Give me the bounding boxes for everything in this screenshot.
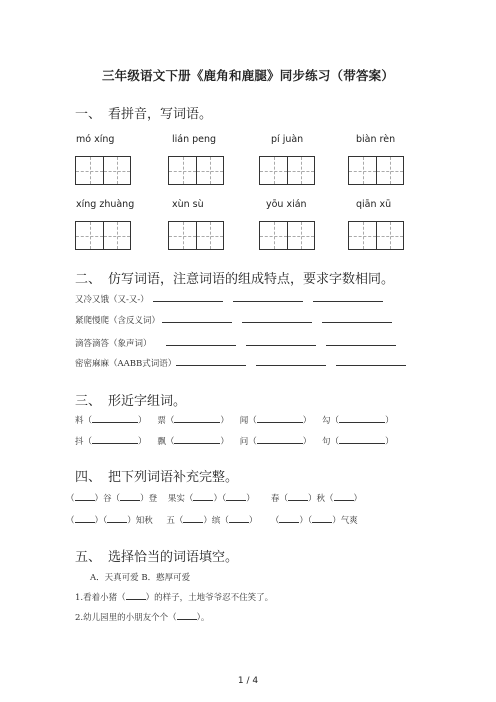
pinyin-7: yōu xián	[266, 199, 307, 210]
answer-blank[interactable]	[226, 491, 246, 501]
answer-blank[interactable]	[174, 413, 220, 423]
writing-grid[interactable]	[75, 221, 131, 250]
pinyin-8: qiān xū	[356, 199, 392, 210]
answer-blank[interactable]	[279, 513, 299, 523]
imitate-line-1: 又冷又饿（又-又-）	[75, 292, 383, 305]
pinyin-3: pí juàn	[271, 134, 304, 145]
answer-blank[interactable]	[75, 491, 95, 501]
answer-blank[interactable]	[75, 513, 95, 523]
answer-blank[interactable]	[177, 610, 197, 620]
answer-blank[interactable]	[312, 513, 332, 523]
answer-blank[interactable]	[257, 434, 303, 444]
complete-row-2: （ ）（ ）知秋 五（ ）缤（ ） （ ）（ ）气爽	[66, 513, 358, 526]
answer-blank[interactable]	[233, 292, 303, 302]
answer-blank[interactable]	[339, 434, 385, 444]
pinyin-2: lián peng	[172, 134, 217, 145]
sentence-1: 1.看着小猪（ ）的样子，土地爷爷忍不住笑了。	[75, 590, 273, 603]
answer-blank[interactable]	[176, 356, 246, 366]
page-number: 1 / 4	[237, 676, 259, 686]
complete-row-1: （ ）谷（ ）登 果实（ ）（ ） 春（ ）秋（ ）	[66, 491, 362, 504]
answer-blank[interactable]	[92, 434, 138, 444]
imitate-line-4: 密密麻麻（AABB式词语）	[75, 356, 406, 369]
writing-grid[interactable]	[348, 156, 404, 185]
answer-blank[interactable]	[183, 513, 203, 523]
writing-grid[interactable]	[75, 156, 131, 185]
answer-blank[interactable]	[336, 356, 406, 366]
section-5-heading: 五、 选择恰当的词语填空。	[75, 550, 239, 565]
answer-blank[interactable]	[246, 336, 316, 346]
answer-blank[interactable]	[229, 513, 249, 523]
pinyin-4: biàn rèn	[356, 134, 396, 145]
answer-blank[interactable]	[326, 336, 396, 346]
section-4-heading: 四、 把下列词语补充完整。	[75, 470, 239, 485]
answer-blank[interactable]	[92, 413, 138, 423]
answer-blank[interactable]	[256, 356, 326, 366]
answer-blank[interactable]	[339, 413, 385, 423]
options-line: A．天真可爱 B．憨厚可爱	[90, 573, 191, 583]
answer-blank[interactable]	[174, 434, 220, 444]
pinyin-5: xíng zhuàng	[76, 199, 135, 210]
answer-blank[interactable]	[242, 313, 312, 323]
sentence-2: 2.幼儿园里的小朋友个个（ ）。	[75, 610, 209, 623]
answer-blank[interactable]	[162, 313, 232, 323]
imitate-line-2: 紧爬慢爬（含反义词）	[75, 313, 392, 326]
answer-blank[interactable]	[288, 491, 308, 501]
writing-grid[interactable]	[168, 221, 224, 250]
section-3-heading: 三、 形近字组词。	[75, 394, 187, 409]
writing-grid[interactable]	[259, 156, 315, 185]
answer-blank[interactable]	[153, 292, 223, 302]
answer-blank[interactable]	[120, 491, 140, 501]
pinyin-1: mó xíng	[76, 134, 115, 145]
imitate-line-3: 滴答滴答（象声词）	[75, 336, 396, 349]
pinyin-6: xùn sù	[172, 199, 204, 210]
answer-blank[interactable]	[322, 313, 392, 323]
answer-blank[interactable]	[126, 590, 146, 600]
writing-grid[interactable]	[168, 156, 224, 185]
section-1-heading: 一、 看拼音，写词语。	[75, 107, 213, 122]
writing-grid[interactable]	[259, 221, 315, 250]
answer-blank[interactable]	[257, 413, 303, 423]
answer-blank[interactable]	[313, 292, 383, 302]
answer-blank[interactable]	[107, 513, 127, 523]
document-title: 三年级语文下册《鹿角和鹿腿》同步练习（带答案）	[101, 68, 395, 83]
answer-blank[interactable]	[334, 491, 354, 501]
shape-row-2: 抖（ ） 飘（ ） 问（ ） 句（ ）	[75, 434, 394, 447]
writing-grid[interactable]	[348, 221, 404, 250]
answer-blank[interactable]	[166, 336, 236, 346]
section-2-heading: 二、 仿写词语，注意词语的组成特点，要求字数相同。	[75, 272, 395, 287]
answer-blank[interactable]	[193, 491, 213, 501]
shape-row-1: 料（ ） 票（ ） 闻（ ） 勾（ ）	[75, 413, 394, 426]
